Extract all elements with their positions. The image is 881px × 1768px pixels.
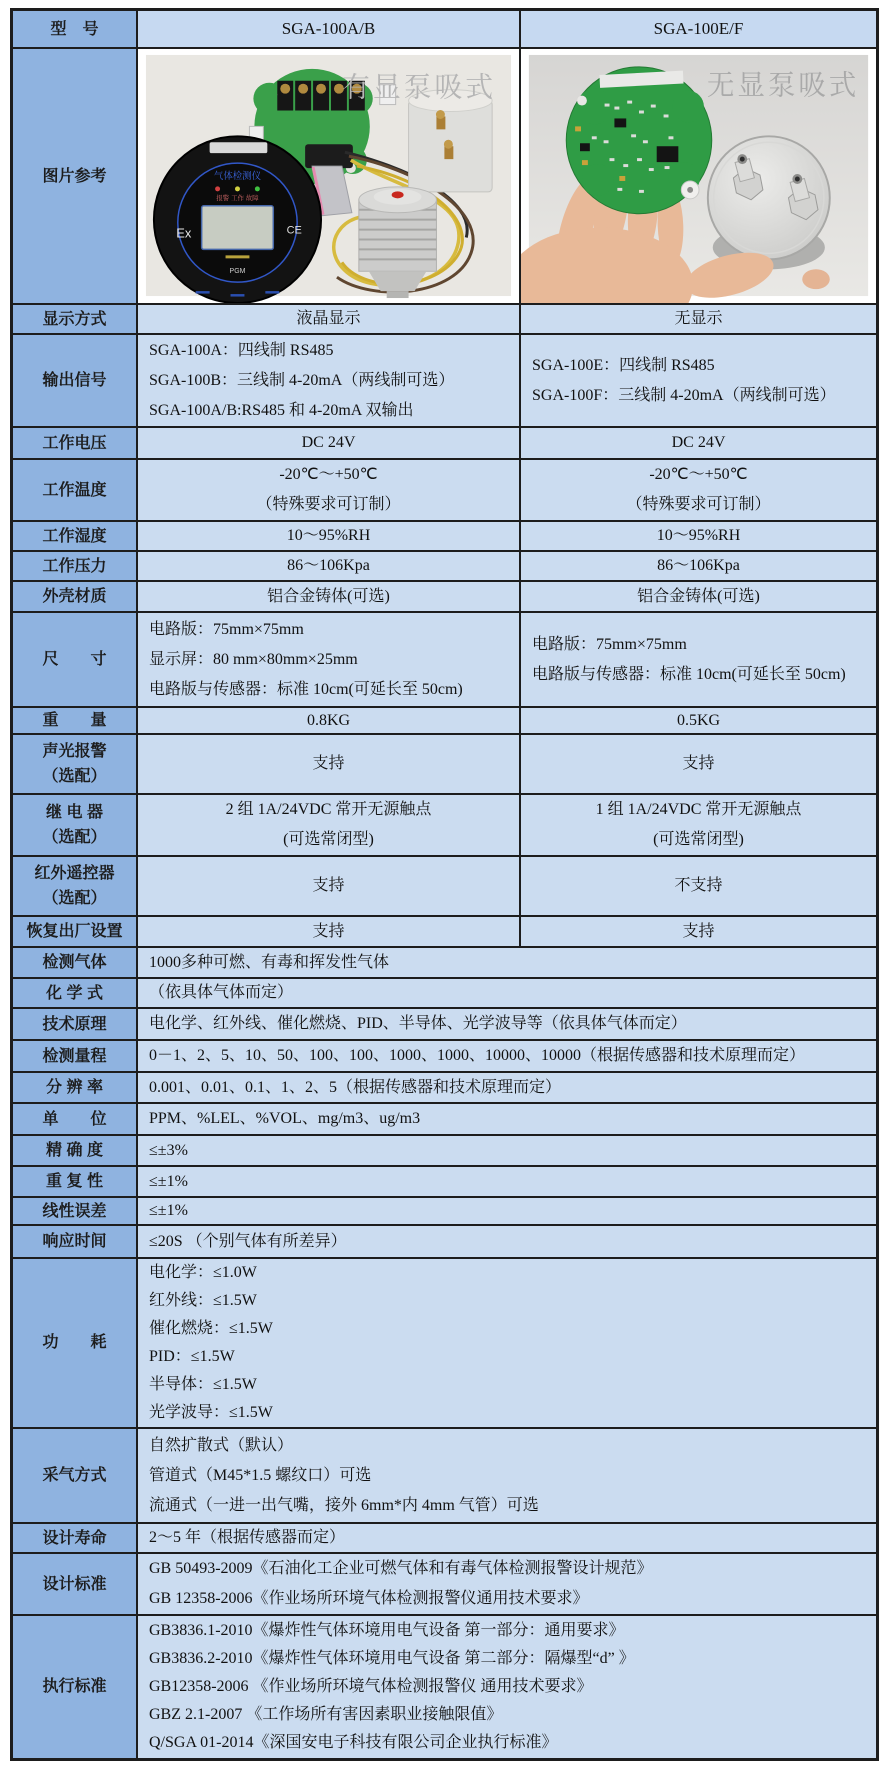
value-a: -20℃～+50℃ （特殊要求可订制） — [138, 460, 521, 520]
value-b: 电路版：75mm×75mm 电路版与传感器：标准 10cm(可延长至 50cm) — [521, 613, 876, 706]
spec-row-accuracy — [13, 1134, 876, 1165]
sensor-red-dot — [392, 191, 404, 198]
pump-unit — [409, 90, 493, 192]
value-a: 铝合金铸体(可选) — [138, 582, 521, 611]
row-label: 分 辨 率 — [13, 1073, 138, 1102]
value-b: 86～106Kpa — [521, 552, 876, 580]
spec-row-linearity — [13, 1196, 876, 1224]
spec-row-humidity — [13, 520, 876, 550]
spec-row-formula — [13, 977, 876, 1007]
row-label: 工作电压 — [13, 428, 138, 458]
row-label: 功 耗 — [13, 1259, 138, 1427]
spec-row-model — [13, 11, 876, 47]
spec-row-resolution — [13, 1071, 876, 1102]
spec-row-response-time — [13, 1224, 876, 1257]
value-b: 铝合金铸体(可选) — [521, 582, 876, 611]
row-label: 重 复 性 — [13, 1167, 138, 1196]
row-label: 继 电 器 （选配） — [13, 795, 138, 855]
spec-row-repeatability — [13, 1165, 876, 1196]
spec-row-temperature — [13, 458, 876, 520]
value-a: 0.8KG — [138, 708, 521, 733]
spec-row-remote — [13, 855, 876, 915]
value-a: 10～95%RH — [138, 522, 521, 550]
spec-row-images — [13, 47, 876, 303]
lcd-screen — [202, 206, 274, 250]
value-full: 自然扩散式（默认） 管道式（M45*1.5 螺纹口）可选 流通式（一进一出气嘴，接外 6mm*内 4mm 气管）可选 — [138, 1429, 876, 1522]
row-label-images: 图片参考 — [13, 49, 138, 303]
value-a: 2 组 1A/24VDC 常开无源触点 (可选常闭型) — [138, 795, 521, 855]
value-full: 1000多种可燃、有毒和挥发性气体 — [138, 948, 876, 977]
row-label: 执行标准 — [13, 1616, 138, 1758]
watermark-a: 有显泵吸式 — [342, 71, 497, 103]
value-full: 2～5 年（根据传感器而定） — [138, 1524, 876, 1552]
row-label: 检测量程 — [13, 1041, 138, 1071]
row-label: 响应时间 — [13, 1226, 138, 1257]
value-a: SGA-100A：四线制 RS485 SGA-100B：三线制 4-20mA（两线制可选） SGA-100A/B:RS485 和 4-20mA 双输出 — [138, 335, 521, 426]
socket-black — [305, 144, 353, 168]
row-label: 工作压力 — [13, 552, 138, 580]
spec-row-range — [13, 1039, 876, 1071]
row-label: 恢复出厂设置 — [13, 917, 138, 946]
spec-row-pressure — [13, 550, 876, 580]
row-label: 精 确 度 — [13, 1136, 138, 1165]
row-label: 技术原理 — [13, 1009, 138, 1039]
value-a: 液晶显示 — [138, 305, 521, 333]
spec-row-alarm — [13, 733, 876, 793]
value-full: 0.001、0.01、0.1、1、2、5（根据传感器和技术原理而定） — [138, 1073, 876, 1102]
value-b: 0.5KG — [521, 708, 876, 733]
spec-row-relay — [13, 793, 876, 855]
value-b: -20℃～+50℃ （特殊要求可订制） — [521, 460, 876, 520]
value-full: GB 50493-2009《石油化工企业可燃气体和有毒气体检测报警设计规范》 GB 12358-2006《作业场所环境气体检测报警仪通用技术要求》 — [138, 1554, 876, 1614]
led-labels-text: 报警 工作 故障 — [216, 194, 259, 202]
spec-row-exec-standards — [13, 1614, 876, 1758]
value-full: ≤±1% — [138, 1167, 876, 1196]
value-full: （依具体气体而定） — [138, 979, 876, 1007]
row-label: 化 学 式 — [13, 979, 138, 1007]
ce-mark-text: CE — [286, 224, 302, 237]
row-label: 采气方式 — [13, 1429, 138, 1522]
row-label: 单 位 — [13, 1104, 138, 1134]
row-label: 显示方式 — [13, 305, 138, 333]
ex-mark-text: Ex — [176, 225, 192, 241]
label-sticker — [210, 142, 268, 153]
spec-row-sampling — [13, 1427, 876, 1522]
spec-row-voltage — [13, 426, 876, 458]
spec-row-design-standards — [13, 1552, 876, 1614]
spec-row-lifespan — [13, 1522, 876, 1552]
value-a: 86～106Kpa — [138, 552, 521, 580]
row-label: 工作湿度 — [13, 522, 138, 550]
value-full: GB3836.1-2010《爆炸性气体环境用电气设备 第一部分：通用要求》 GB3836.2-2010《爆炸性气体环境用电气设备 第二部分：隔爆型“d” 》 GB12358-2006 《作业场所环境气体检测报警仪 通用技术要求》 GBZ 2.1-2007 《工作场所有害因素职业接触限值》 Q/SGA 01-2014《深国安电子科技有限公司企业执行标准》 — [138, 1616, 876, 1758]
spec-row-units — [13, 1102, 876, 1134]
spec-row-gases — [13, 946, 876, 977]
value-full: ≤20S （个别气体有所差异） — [138, 1226, 876, 1257]
value-full: 电化学：≤1.0W 红外线：≤1.5W 催化燃烧：≤1.5W PID：≤1.5W 半导体：≤1.5W 光学波导：≤1.5W — [138, 1259, 876, 1427]
spec-row-power — [13, 1257, 876, 1427]
row-label: 重 量 — [13, 708, 138, 733]
spec-row-output-signal — [13, 333, 876, 426]
spec-row-weight — [13, 706, 876, 733]
value-b: 10～95%RH — [521, 522, 876, 550]
value-b: 支持 — [521, 735, 876, 793]
row-label: 尺 寸 — [13, 613, 138, 706]
product-photo-b — [521, 49, 876, 303]
value-b: 1 组 1A/24VDC 常开无源触点 (可选常闭型) — [521, 795, 876, 855]
device-title-text: 气体检测仪 — [213, 169, 262, 181]
row-label: 声光报警 （选配） — [13, 735, 138, 793]
row-label: 工作温度 — [13, 460, 138, 520]
photo-a-illustration — [138, 49, 519, 303]
row-label: 设计标准 — [13, 1554, 138, 1614]
product-photo-a — [138, 49, 521, 303]
spec-row-factory-reset — [13, 915, 876, 946]
row-label: 输出信号 — [13, 335, 138, 426]
sensor-front — [708, 136, 830, 269]
spec-row-principle — [13, 1007, 876, 1039]
value-full: PPM、%LEL、%VOL、mg/m3、ug/m3 — [138, 1104, 876, 1134]
value-a: DC 24V — [138, 428, 521, 458]
photo-b-illustration — [521, 49, 876, 303]
value-b: 无显示 — [521, 305, 876, 333]
value-a: 支持 — [138, 735, 521, 793]
value-b: 不支持 — [521, 857, 876, 915]
watermark-b: 无显泵吸式 — [706, 69, 860, 101]
model-name-a: SGA-100A/B — [138, 11, 521, 47]
spec-row-display-mode — [13, 303, 876, 333]
value-full: ≤±1% — [138, 1198, 876, 1224]
pgm-label-text: PGM — [229, 268, 246, 276]
pcb-b — [566, 67, 712, 214]
value-a: 电路版：75mm×75mm 显示屏：80 mm×80mm×25mm 电路版与传感器：标准 10cm(可延长至 50cm) — [138, 613, 521, 706]
spec-table — [10, 8, 879, 1761]
value-a: 支持 — [138, 917, 521, 946]
model-name-b: SGA-100E/F — [521, 11, 876, 47]
row-label: 设计寿命 — [13, 1524, 138, 1552]
value-full: 0－1、2、5、10、50、100、100、1000、1000、10000、10000（根据传感器和技术原理而定） — [138, 1041, 876, 1071]
value-b: DC 24V — [521, 428, 876, 458]
value-a: 支持 — [138, 857, 521, 915]
value-full: 电化学、红外线、催化燃烧、PID、半导体、光学波导等（依具体气体而定） — [138, 1009, 876, 1039]
spec-row-dimensions — [13, 611, 876, 706]
row-label-model: 型 号 — [13, 11, 138, 47]
value-b: 支持 — [521, 917, 876, 946]
value-full: ≤±3% — [138, 1136, 876, 1165]
row-label: 外壳材质 — [13, 582, 138, 611]
row-label: 红外遥控器 （选配） — [13, 857, 138, 915]
row-label: 检测气体 — [13, 948, 138, 977]
value-b: SGA-100E：四线制 RS485 SGA-100F：三线制 4-20mA（两线制可选） — [521, 335, 876, 426]
detector-display-unit — [154, 136, 321, 303]
spec-row-housing — [13, 580, 876, 611]
row-label: 线性误差 — [13, 1198, 138, 1224]
